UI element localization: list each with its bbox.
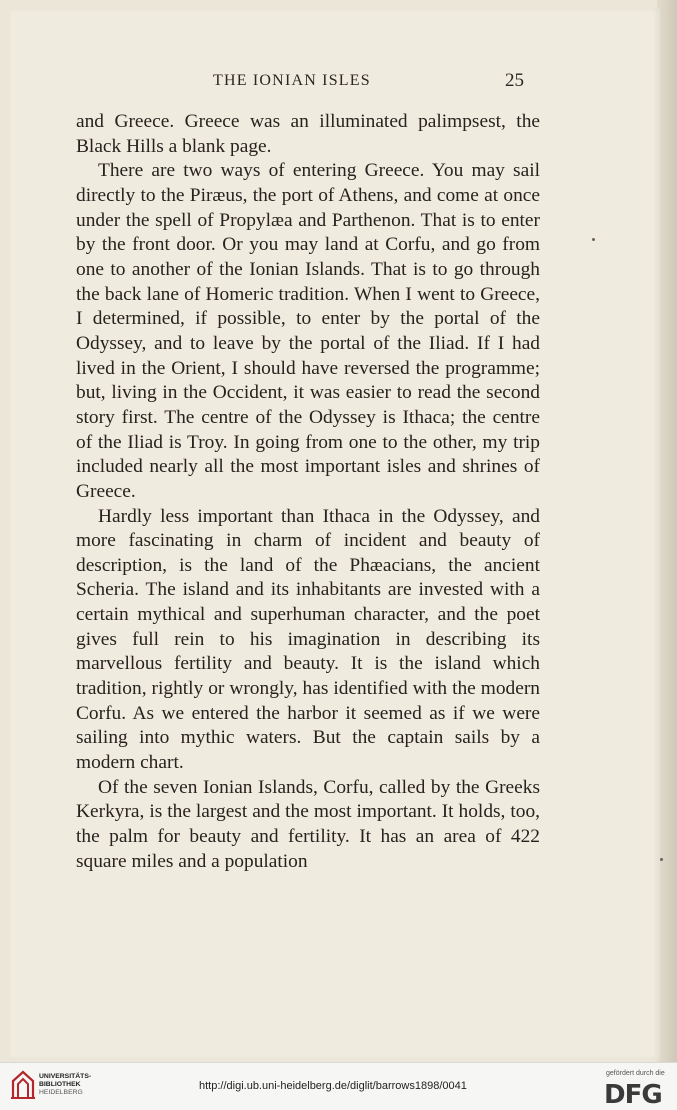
dfg-logo: DFG (604, 1080, 662, 1110)
paragraph-2: There are two ways of entering Greece. You may sail directly to the Piræus, the port of Athens, and come at once under the spell of Propylæa and Parthenon. That is to enter by the front door. Or you may land at Corfu, and go from one to another of the Ionian Islands. That is to go through the back lane of Homeric tradition. When I went to Greece, I determined, if possible, to enter by the portal of the Odyssey, and to leave by the portal of the Iliad. If I had lived in the Orient, I should have reversed the programme; but, living in the Occident, it was easier to read the second story first. The centre of the Odyssey is Ithaca; the centre of the Iliad is Troy. In going from one to the other, my trip included nearly all the most important isles and shrines of Greece. (76, 160, 540, 502)
library-line-3: HEIDELBERG (39, 1089, 83, 1096)
permalink-url[interactable]: http://digi.ub.uni-heidelberg.de/diglit/barrows1898/0041 (199, 1080, 467, 1092)
running-head-title: THE IONIAN ISLES (213, 72, 371, 89)
paragraph-3: Hardly less important than Ithaca in the Odyssey, and more fascinating in charm of incident and beauty of description, is the land of the Phæacians, the ancient Scheria. The island and its inhabitants are invested with a certain mythical and superhuman character, and the poet gives full rein to his imagination in describing its marvellous fertility and beauty. It is the island which tradition, rightly or wrongly, has identified with the modern Corfu. As we entered the harbor it seemed as if we were sailing into mythic waters. But the captain sails by a modern chart. (76, 505, 540, 774)
digitization-footer (0, 1062, 677, 1110)
funder-caption: gefördert durch die (606, 1070, 665, 1077)
university-library-logo-icon (10, 1069, 36, 1101)
library-name (39, 1073, 91, 1097)
paper-speck (592, 238, 595, 241)
page-edge-shadow (657, 0, 677, 1062)
paragraph-1: and Greece. Greece was an illuminated palimpsest, the Black Hills a blank page. (76, 111, 540, 157)
paragraph-4: Of the seven Ionian Islands, Corfu, called by the Greeks Kerkyra, is the largest and the most important. It holds, too, the palm for beauty and fertility. It has an area of 422 square miles and a population (76, 776, 540, 872)
body-text (76, 110, 540, 874)
library-line-1: UNIVERSITÄTS- (39, 1073, 92, 1080)
library-line-2: BIBLIOTHEK (39, 1081, 81, 1088)
running-head (0, 72, 677, 94)
paper-speck (660, 858, 663, 861)
page-number: 25 (505, 70, 524, 91)
